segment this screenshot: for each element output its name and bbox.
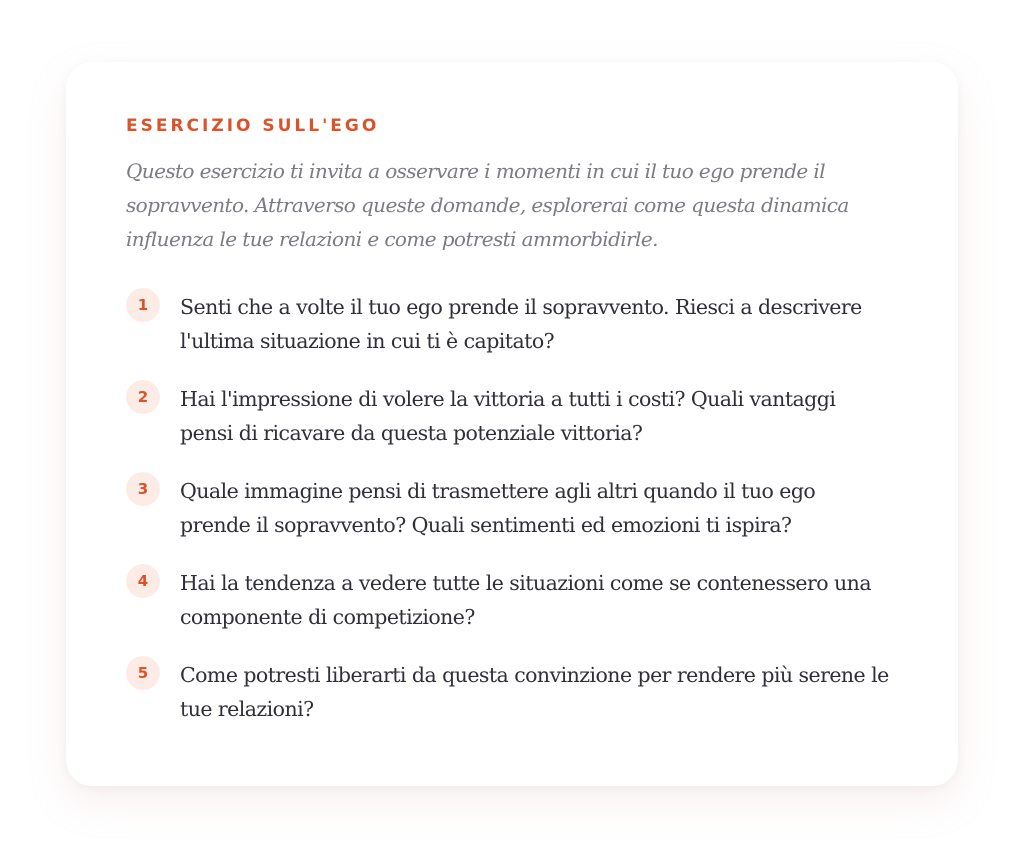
exercise-title: ESERCIZIO SULL'EGO: [126, 116, 380, 136]
exercise-intro: Questo esercizio ti invita a osservare i momenti in cui il tuo ego prende il sopravvento. Attraverso queste domande, esplorerai come questa dinamica influenza le tue relazioni e come potresti ammorbidirle.: [126, 159, 849, 251]
question-text: Quale immagine pensi di trasmettere agli altri quando il tuo ego prende il sopravvento? Quali sentimenti ed emozioni ti ispira?: [180, 479, 816, 537]
question-number-badge: 4: [126, 564, 160, 598]
question-item: [126, 474, 898, 542]
question-list: [126, 290, 898, 726]
question-number-badge: 2: [126, 380, 160, 414]
question-number-badge: 1: [126, 288, 160, 322]
question-item: [126, 382, 898, 450]
question-text: Hai la tendenza a vedere tutte le situazioni come se contenessero una componente di competizione?: [180, 571, 871, 629]
question-number-badge: 5: [126, 656, 160, 690]
question-number-badge: 3: [126, 472, 160, 506]
exercise-card: [66, 62, 958, 786]
question-text: Come potresti liberarti da questa convinzione per rendere più serene le tue relazioni?: [180, 663, 889, 721]
question-item: [126, 566, 898, 634]
question-text: Hai l'impressione di volere la vittoria a tutti i costi? Quali vantaggi pensi di ricavare da questa potenziale vittoria?: [180, 387, 836, 445]
question-item: [126, 658, 898, 726]
question-item: [126, 290, 898, 358]
question-text: Senti che a volte il tuo ego prende il sopravvento. Riesci a descrivere l'ultima situazione in cui ti è capitato?: [180, 295, 862, 353]
